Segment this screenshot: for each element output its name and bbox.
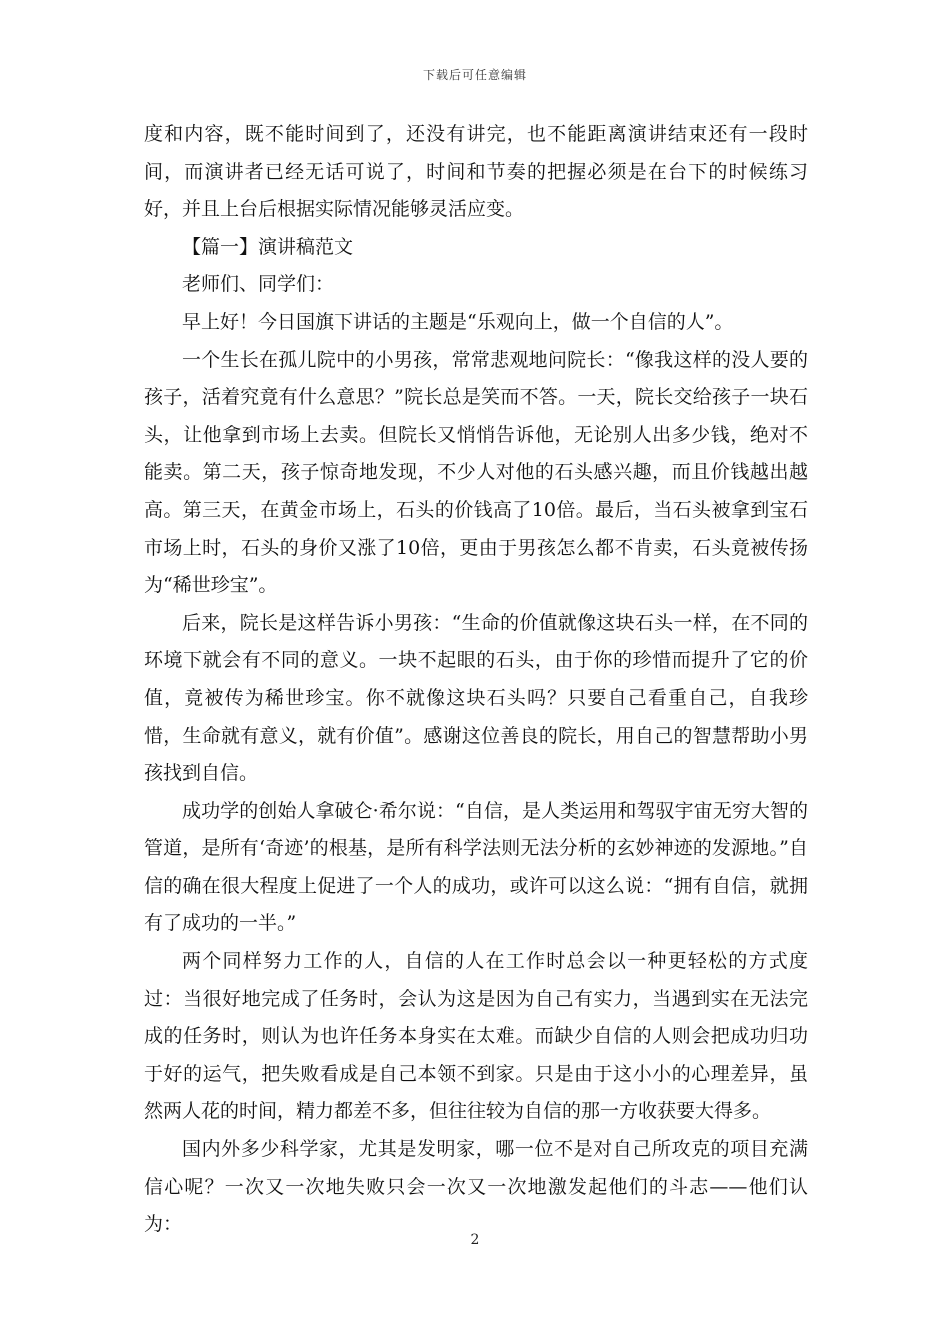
document-body (144, 116, 808, 1244)
paragraph: 成功学的创始人拿破仑·希尔说：“自信，是人类运用和驾驭宇宙无穷大智的管道，是所有‘奇迹’的根基，是所有科学法则无法分析的玄妙神迹的发源地。”自信的确在很大程度上促进了一个人的成功，或许可以这么说：“拥有自信，就拥有了成功的一半。” (144, 799, 808, 935)
page-header: 下载后可任意编辑 (422, 68, 527, 82)
salutation: 老师们、同学们： (182, 273, 335, 296)
paragraph: 一个生长在孤儿院中的小男孩，常常悲观地问院长：“像我这样的没人要的孩子，活着究竟有什么意思？”院长总是笑而不答。一天，院长交给孩子一块石头，让他拿到市场上去卖。但院长又悄悄告诉他，无论别人出多少钱，绝对不能卖。第二天，孩子惊奇地发现，不少人对他的石头感兴趣，而且价钱越出越高。第三天，在黄金市场上，石头的价钱高了10倍。最后，当石头被拿到宝石市场上时，石头的身价又涨了10倍，更由于男孩怎么都不肯卖，石头竟被传扬为“稀世珍宝”。 (144, 348, 808, 597)
paragraph: 后来，院长是这样告诉小男孩：“生命的价值就像这块石头一样，在不同的环境下就会有不同的意义。一块不起眼的石头，由于你的珍惜而提升了它的价值，竟被传为稀世珍宝。你不就像这块石头吗？只要自己看重自己，自我珍惜，生命就有意义，就有价值”。感谢这位善良的院长，用自己的智慧帮助小男孩找到自信。 (144, 611, 808, 785)
paragraph: 度和内容，既不能时间到了，还没有讲完，也不能距离演讲结束还有一段时间，而演讲者已经无话可说了，时间和节奏的把握必须是在台下的时候练习好，并且上台后根据实际情况能够灵活应变。 (144, 123, 808, 221)
paragraph: 早上好！今日国旗下讲话的主题是“乐观向上，做一个自信的人”。 (182, 310, 734, 333)
paragraph: 国内外多少科学家，尤其是发明家，哪一位不是对自己所攻克的项目充满信心呢？一次又一次地失败只会一次又一次地激发起他们的斗志——他们认为： (144, 1138, 808, 1236)
paragraph: 两个同样努力工作的人，自信的人在工作时总会以一种更轻松的方式度过：当很好地完成了任务时，会认为这是因为自己有实力，当遇到实在无法完成的任务时，则认为也许任务本身实在太难。而缺少自信的人则会把成功归功于好的运气，把失败看成是自己本领不到家。只是由于这小小的心理差异，虽然两人花的时间，精力都差不多，但往往较为自信的那一方收获要大得多。 (144, 950, 808, 1123)
page-number: 2 (470, 1232, 480, 1248)
section-heading: 【篇一】演讲稿范文 (182, 235, 354, 258)
